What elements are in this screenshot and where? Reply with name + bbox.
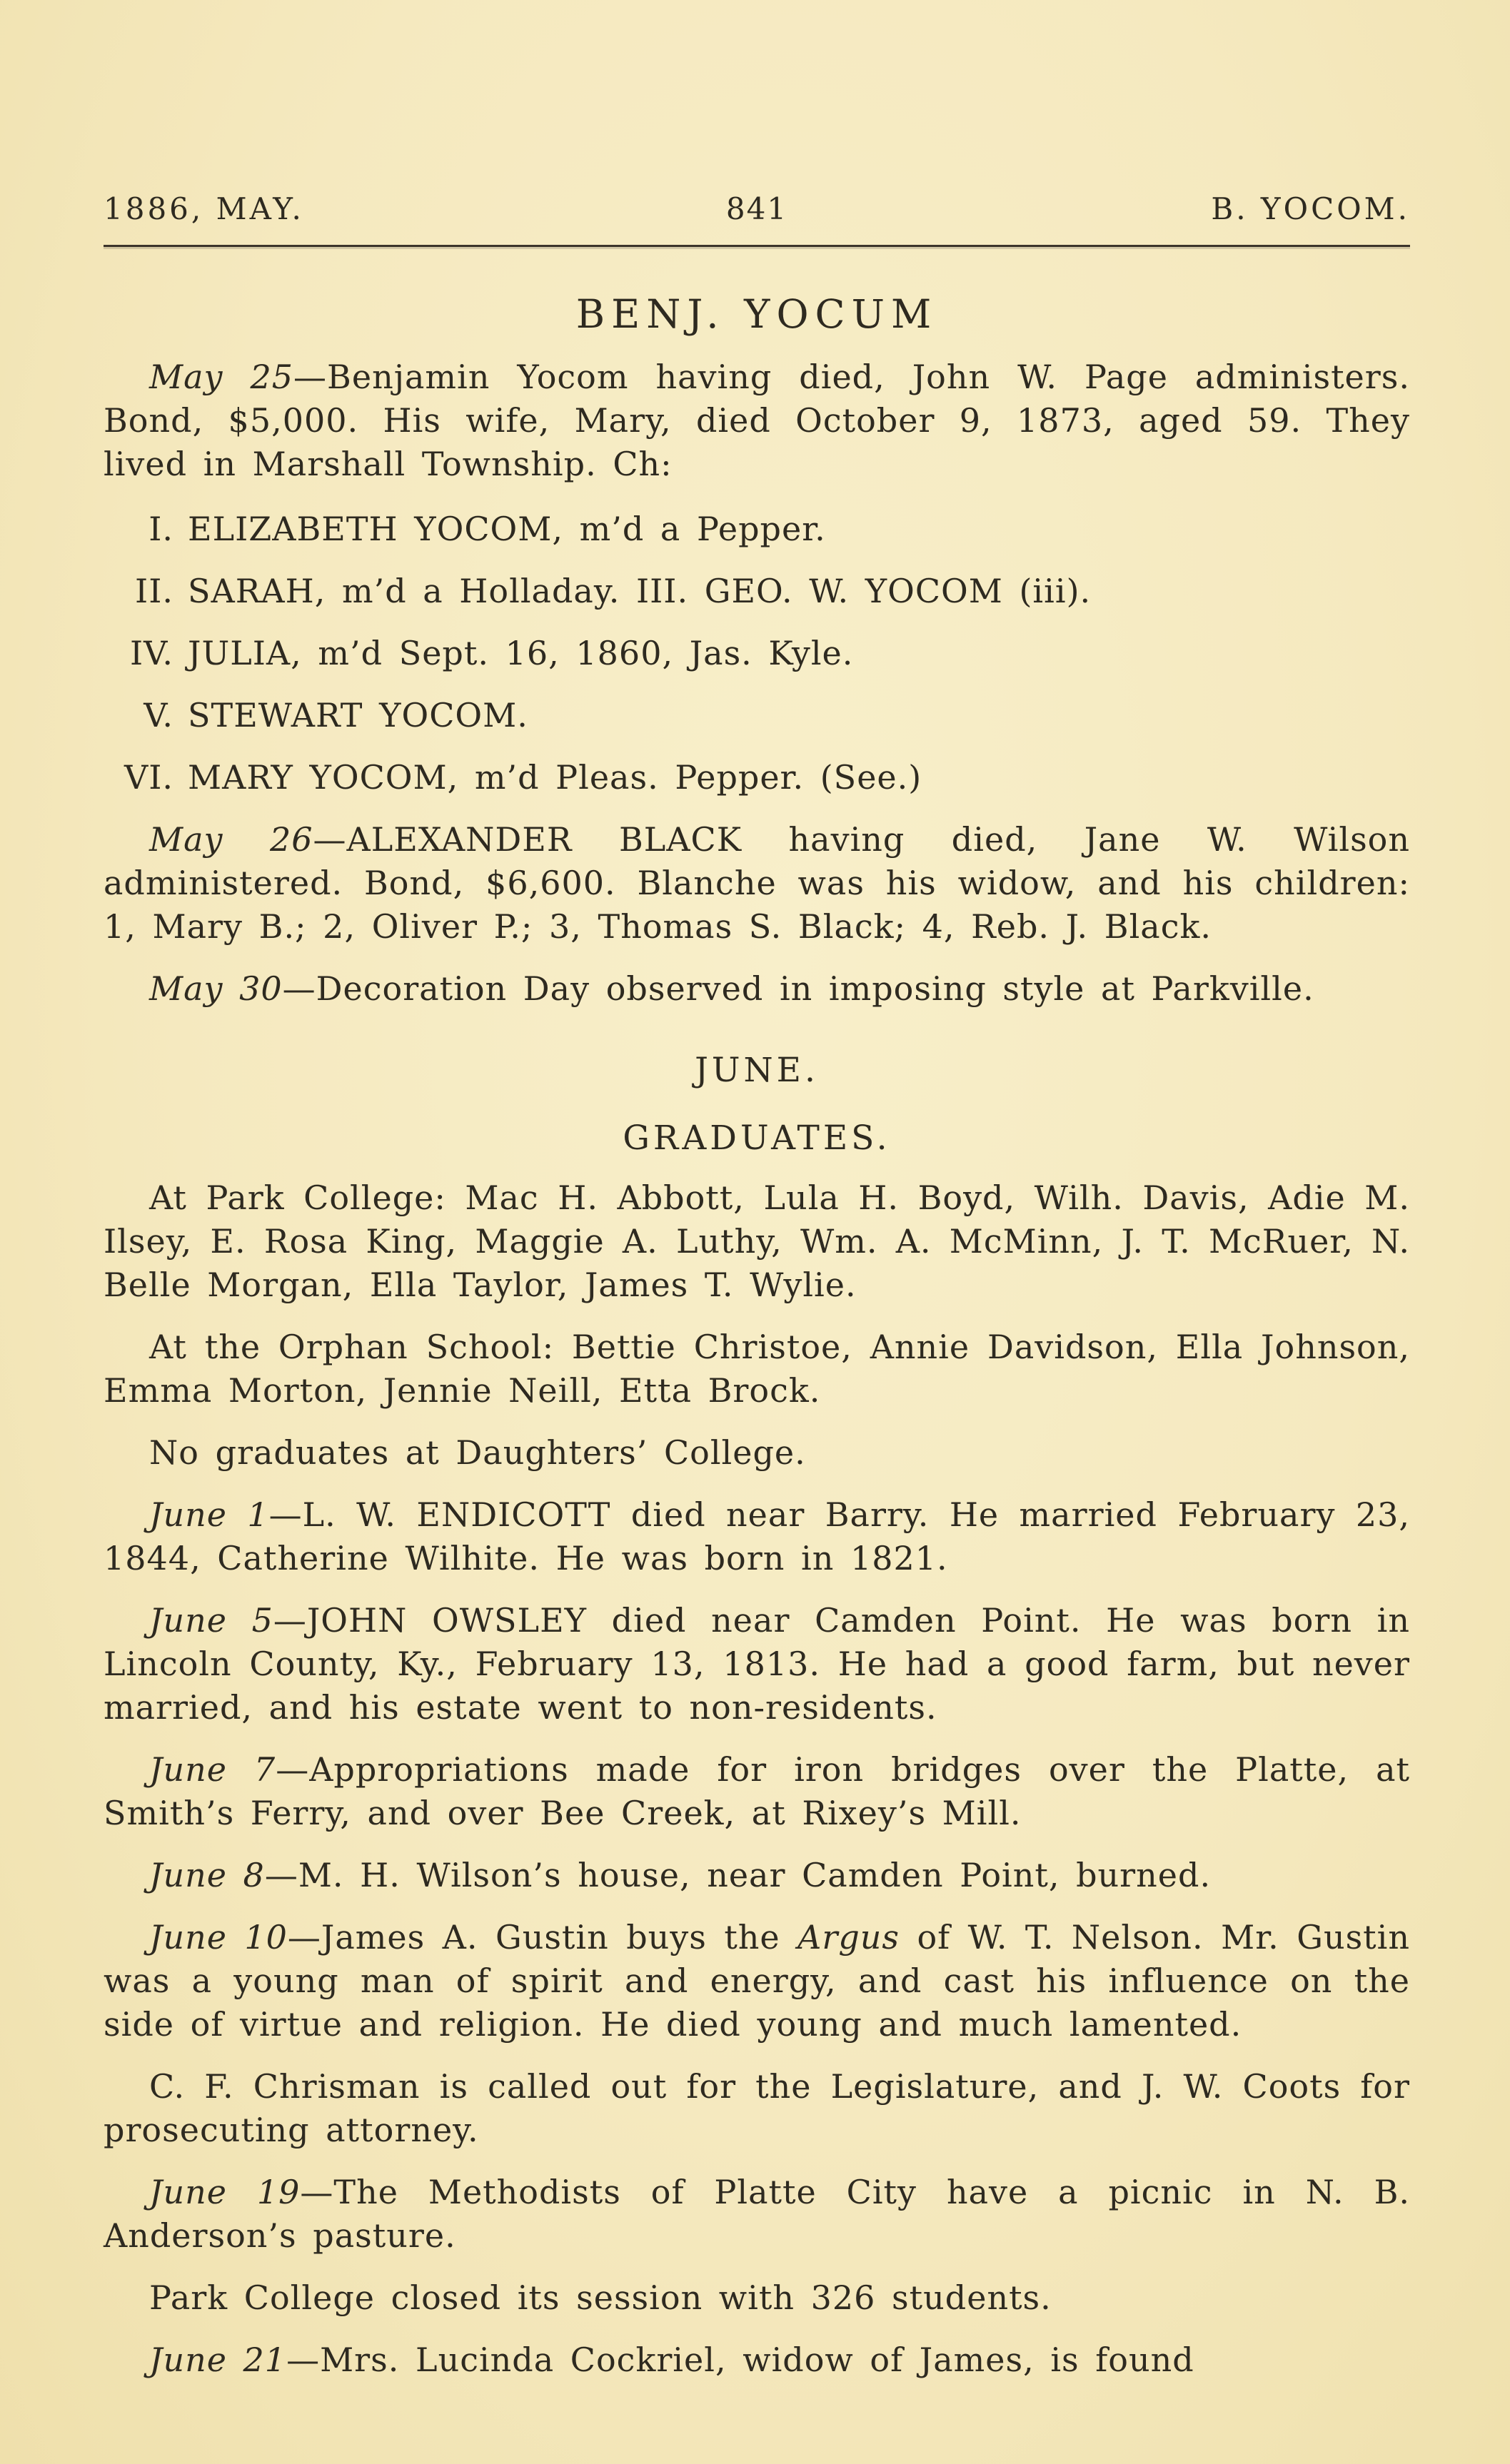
entry-daughters-college: No graduates at Daughters’ College. — [149, 1433, 806, 1472]
child-ordinal: V. — [144, 696, 173, 734]
entry-text: —Benjamin Yocom having died, John W. Page administers. Bond, $5,000. His wife, Mary, died October 9, 1873, aged 59. They lived in Marshall Township. Ch: — [104, 358, 1410, 483]
child-entry — [104, 756, 1410, 799]
page-content — [104, 191, 1410, 2382]
entry-text: —M. H. Wilson’s house, near Camden Point, burned. — [264, 1856, 1212, 1894]
entry-date: June 1 — [149, 1495, 269, 1534]
entry-may-26 — [104, 818, 1410, 949]
child-text: ELIZABETH YOCOM, m’d a Pepper. — [188, 510, 826, 548]
entry-date: May 25 — [149, 358, 294, 396]
child-entry — [104, 694, 1410, 737]
entry-june-7 — [104, 1748, 1410, 1835]
running-head-subject: B. YOCOM. — [1211, 191, 1410, 226]
child-ordinal: VI. — [124, 758, 173, 797]
entry-june-21 — [104, 2338, 1410, 2382]
entry-date: June 7 — [149, 1750, 276, 1789]
entry-park-college-closed: Park College closed its session with 326 students. — [149, 2278, 1052, 2317]
graduates-heading: GRADUATES. — [623, 1119, 891, 1158]
header-rule — [104, 245, 1410, 247]
entry-june-19 — [104, 2171, 1410, 2258]
entry-may-30 — [104, 967, 1410, 1011]
child-text: STEWART YOCOM. — [188, 696, 528, 734]
entry-june-10 — [104, 1916, 1410, 2046]
entry-date: May 30 — [149, 969, 283, 1008]
newspaper-name: Argus — [797, 1918, 900, 1956]
entry-date: June 8 — [149, 1856, 265, 1894]
entry-date: June 21 — [149, 2341, 287, 2379]
entry-text: —JOHN OWSLEY died near Camden Point. He was born in Lincoln County, Ky., February 13, 1813. He had a good farm, but never married, and his estate went to non-residents. — [104, 1601, 1410, 1727]
month-heading: JUNE. — [695, 1051, 819, 1090]
entry-text: —James A. Gustin buys the — [287, 1918, 798, 1956]
running-head-page-number: 841 — [725, 191, 788, 226]
entry-text: —ALEXANDER BLACK having died, Jane W. Wilson administered. Bond, $6,600. Blanche was his widow, and his children: 1, Mary B.; 2, Oliver P.; 3, Thomas S. Black; 4, Reb. J. Black. — [104, 820, 1410, 946]
child-ordinal: I. — [149, 510, 173, 548]
entry-text: —Decoration Day observed in imposing style at Parkville. — [282, 969, 1314, 1008]
running-head-date: 1886, MAY. — [104, 191, 304, 226]
running-head — [104, 191, 1410, 226]
entry-text: —L. W. ENDICOTT died near Barry. He married February 23, 1844, Catherine Wilhite. He was born in 1821. — [104, 1495, 1410, 1577]
entry-text: —The Methodists of Platte City have a picnic in N. B. Anderson’s pasture. — [104, 2173, 1410, 2255]
child-text: MARY YOCOM, m’d Pleas. Pepper. (See.) — [188, 758, 922, 797]
entry-text: of W. T. Nelson. Mr. Gustin was a young man of spirit and energy, and cast his influence on the side of virtue and religion. He died young and much lamented. — [104, 1918, 1410, 2044]
child-entry — [104, 632, 1410, 675]
entry-june-5 — [104, 1599, 1410, 1730]
child-ordinal: II. — [135, 572, 173, 610]
children-list — [104, 508, 1410, 799]
entry-june-8 — [104, 1854, 1410, 1897]
entry-chrisman: C. F. Chrisman is called out for the Legislature, and J. W. Coots for prosecuting attorney. — [104, 2067, 1410, 2149]
entry-june-1 — [104, 1493, 1410, 1580]
entry-date: June 19 — [149, 2173, 301, 2211]
child-text: SARAH, m’d a Holladay. III. GEO. W. YOCOM (iii). — [188, 572, 1092, 610]
child-ordinal: IV. — [130, 634, 173, 672]
entry-park-college-graduates: At Park College: Mac H. Abbott, Lula H. Boyd, Wilh. Davis, Adie M. Ilsey, E. Rosa King, Maggie A. Luthy, Wm. A. McMinn, J. T. McRuer, N. Belle Morgan, Ella Taylor, James T. Wylie. — [104, 1178, 1410, 1304]
child-entry — [104, 508, 1410, 551]
child-entry — [104, 570, 1410, 613]
entry-date: June 10 — [149, 1918, 288, 1956]
entry-text: —Appropriations made for iron bridges over the Platte, at Smith’s Ferry, and over Bee Creek, at Rixey’s Mill. — [104, 1750, 1410, 1832]
child-text: JULIA, m’d Sept. 16, 1860, Jas. Kyle. — [188, 634, 854, 672]
entry-date: June 5 — [149, 1601, 273, 1640]
entry-may-25 — [104, 355, 1410, 486]
entry-orphan-school-graduates: At the Orphan School: Bettie Christoe, Annie Davidson, Ella Johnson, Emma Morton, Jennie Neill, Etta Brock. — [104, 1328, 1410, 1410]
section-title: BENJ. YOCUM — [575, 291, 938, 337]
entry-text: —Mrs. Lucinda Cockriel, widow of James, is found — [286, 2341, 1194, 2379]
entry-date: May 26 — [149, 820, 313, 859]
